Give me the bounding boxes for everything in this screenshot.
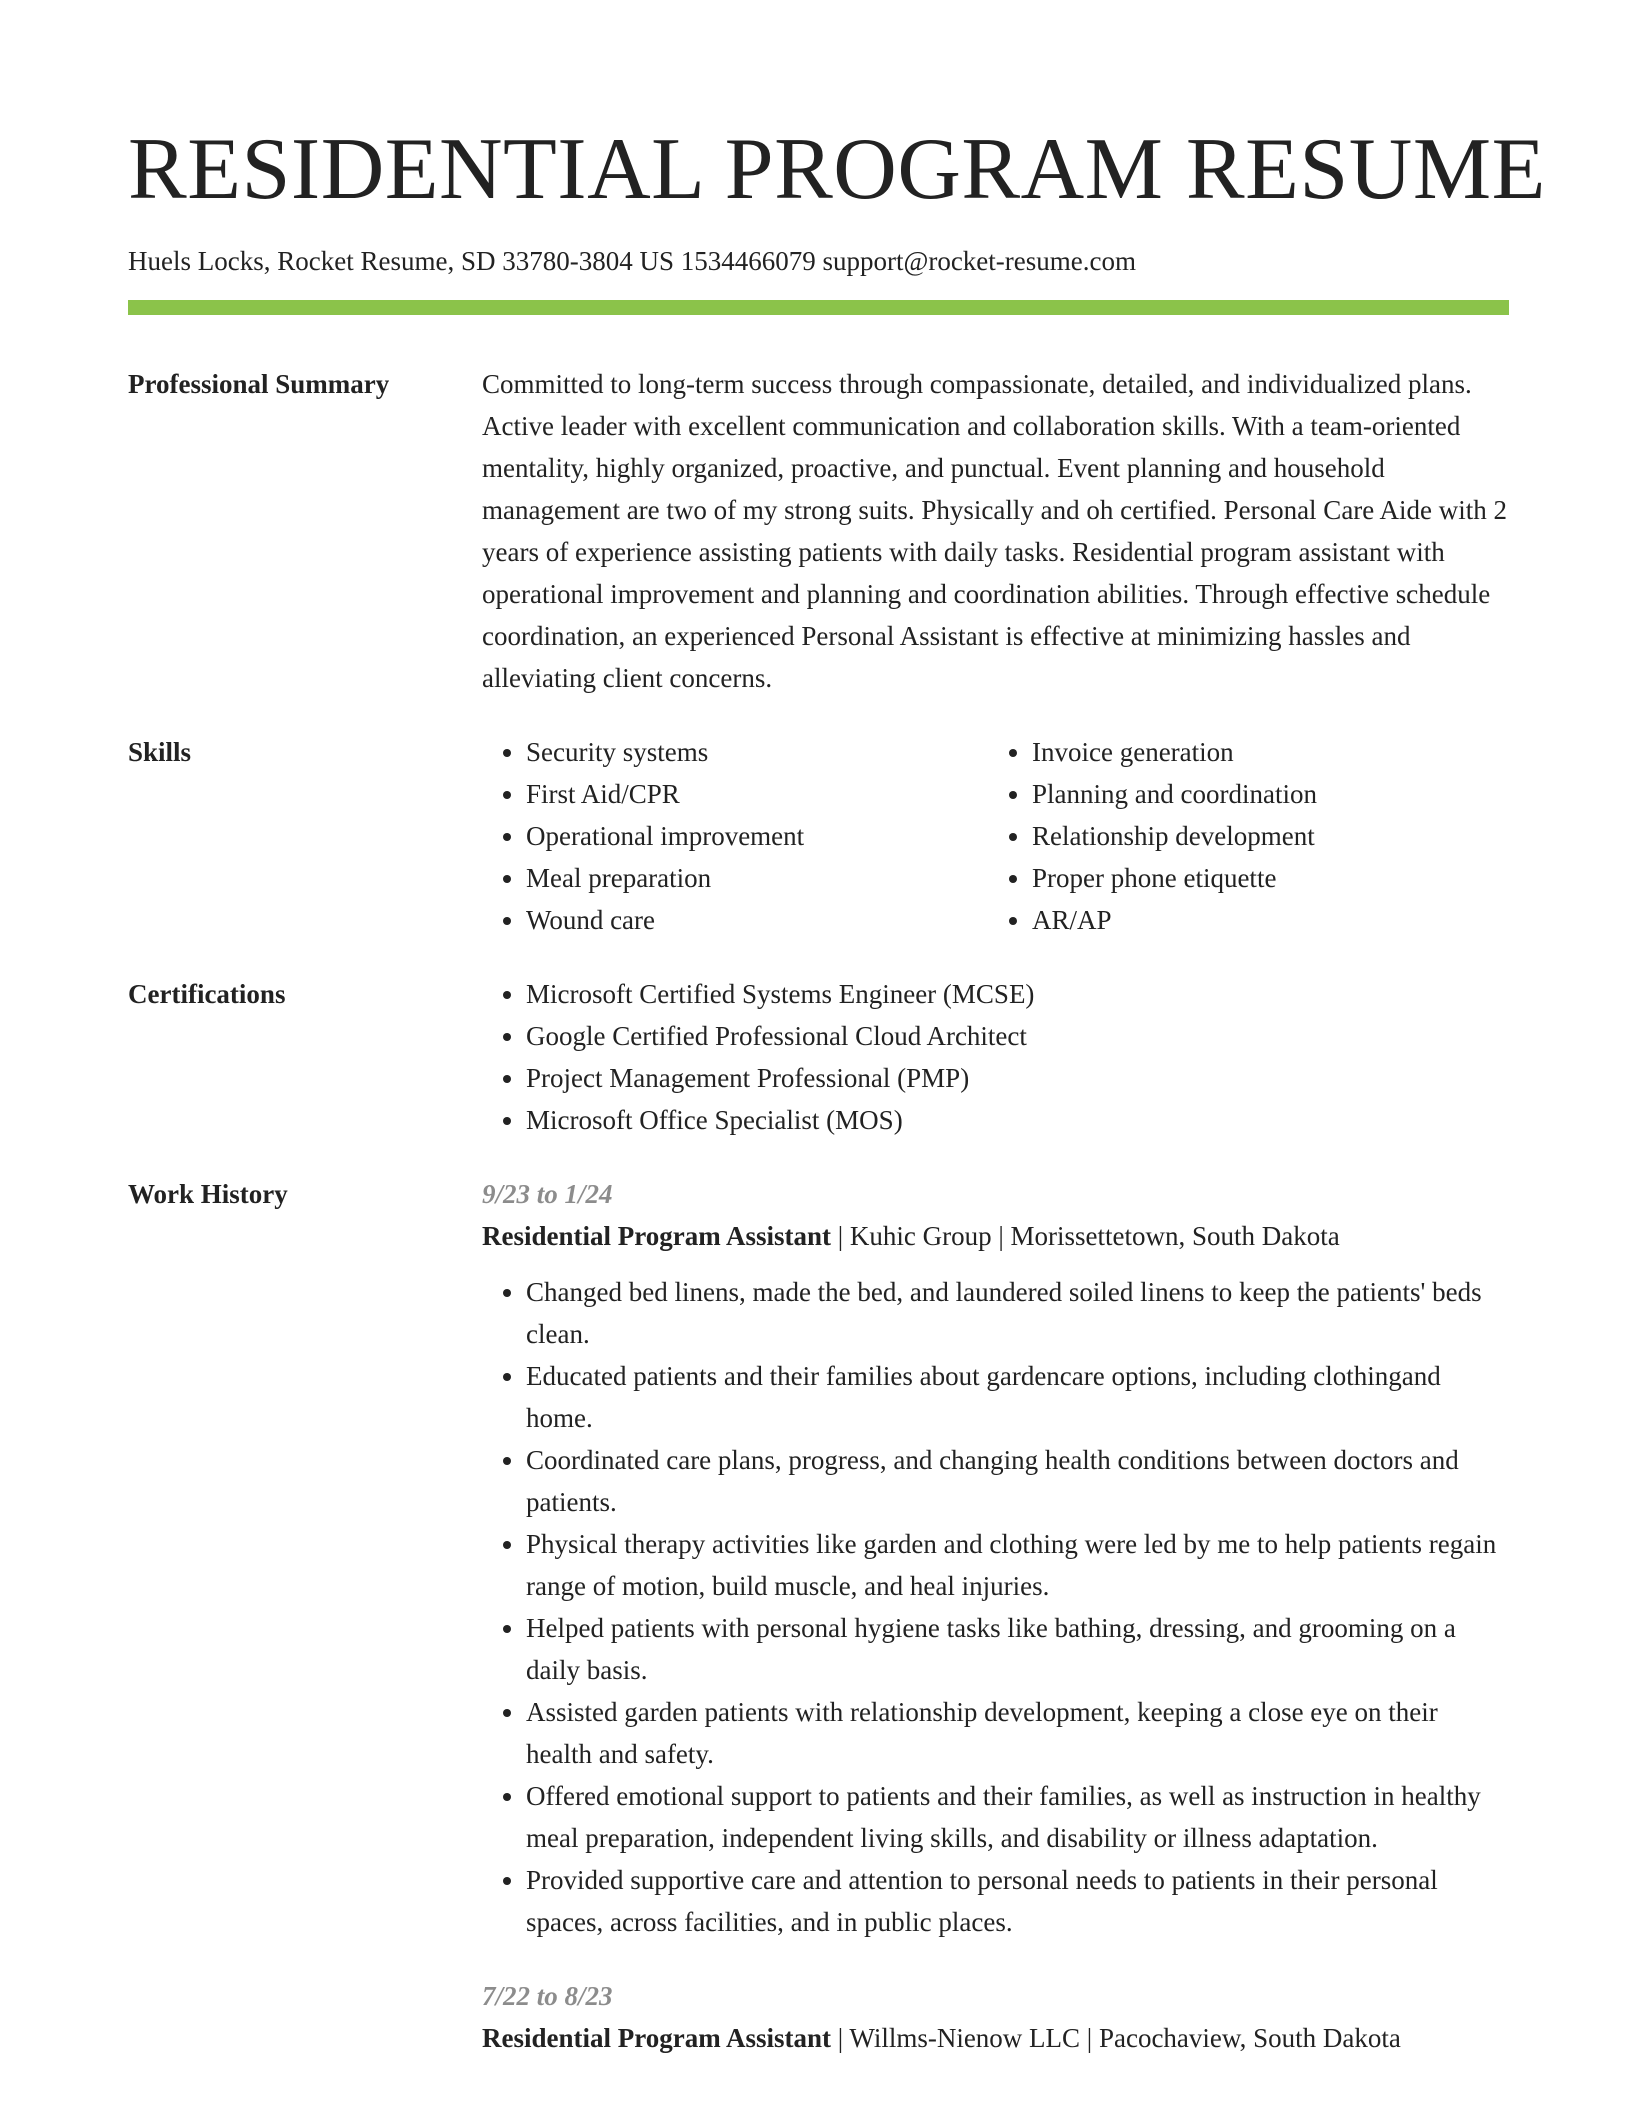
skill-item: • AR/AP (1032, 899, 1553, 941)
skills-list-left (482, 731, 988, 941)
contact-email: support@rocket-resume.com (822, 246, 1136, 276)
certifications-body (482, 973, 1509, 1141)
job-bullet: • Physical therapy activities like garden and clothing were led by me to help patients regain range of motion, build muscle, and heal injuries. (526, 1523, 1509, 1607)
skills-columns (482, 731, 1509, 941)
work-history-body (482, 1173, 1509, 2059)
skill-item: • Wound care (526, 899, 988, 941)
job-title: Residential Program Assistant (482, 1221, 831, 1251)
skill-item: • Proper phone etiquette (1032, 857, 1553, 899)
header-divider (128, 300, 1509, 315)
skill-item: • Operational improvement (526, 815, 988, 857)
job-employer-location: | Kuhic Group | Morissettetown, South Dakota (831, 1221, 1340, 1251)
contact-phone: 1534466079 (680, 246, 816, 276)
resume-title: RESIDENTIAL PROGRAM RESUME (128, 121, 1546, 218)
skill-item: • Meal preparation (526, 857, 988, 899)
job-bullet-list (482, 1271, 1509, 1943)
certification-item: • Microsoft Certified Systems Engineer (MCSE) (526, 973, 1509, 1015)
job-bullet: • Provided supportive care and attention to personal needs to patients in their personal spaces, across facilities, and in public places. (526, 1859, 1509, 1943)
contact-address: Huels Locks, Rocket Resume, SD 33780-3804 US (128, 246, 674, 276)
skill-item: • Invoice generation (1032, 731, 1553, 773)
job-entry (482, 1975, 1509, 2059)
work-history-heading: Work History (128, 1179, 288, 1209)
certification-item: • Microsoft Office Specialist (MOS) (526, 1099, 1509, 1141)
job-dates: 9/23 to 1/24 (482, 1179, 613, 1209)
certifications-heading: Certifications (128, 979, 286, 1009)
job-bullet: • Assisted garden patients with relationship development, keeping a close eye on their health and safety. (526, 1691, 1509, 1775)
skills-heading: Skills (128, 737, 192, 767)
resume-page (128, 0, 1546, 2059)
job-dates: 7/22 to 8/23 (482, 1981, 613, 2011)
skill-item: • Security systems (526, 731, 988, 773)
job-bullet: • Coordinated care plans, progress, and changing health conditions between doctors and patients. (526, 1439, 1509, 1523)
contact-line (128, 244, 1509, 278)
certification-item: • Project Management Professional (PMP) (526, 1057, 1509, 1099)
job-employer-location: | Willms-Nienow LLC | Pacochaview, South Dakota (831, 2023, 1401, 2053)
job-bullet: • Helped patients with personal hygiene tasks like bathing, dressing, and grooming on a daily basis. (526, 1607, 1509, 1691)
summary-heading: Professional Summary (128, 369, 390, 399)
summary-section (128, 363, 1509, 699)
certifications-section (128, 973, 1509, 1141)
job-entry (482, 1173, 1509, 1943)
job-bullet: • Educated patients and their families about gardencare options, including clothingand home. (526, 1355, 1509, 1439)
certifications-list (482, 973, 1509, 1141)
certification-item: • Google Certified Professional Cloud Architect (526, 1015, 1509, 1057)
skill-item: • Planning and coordination (1032, 773, 1553, 815)
skills-section (128, 731, 1509, 941)
work-history-section (128, 1173, 1509, 2059)
job-title: Residential Program Assistant (482, 2023, 831, 2053)
summary-text: Committed to long-term success through compassionate, detailed, and individualized plans. Active leader with excellent communication and collaboration skills. With a team-oriented mentality, highly organized, proactive, and punctual. Event planning and household management are two of my strong suits. Physically and oh certified. Personal Care Aide with 2 years of experience assisting patients with daily tasks. Residential program assistant with operational improvement and planning and coordination abilities. Through effective schedule coordination, an experienced Personal Assistant is effective at minimizing hassles and alleviating client concerns. (482, 369, 1508, 693)
skill-item: • Relationship development (1032, 815, 1553, 857)
job-bullet: • Offered emotional support to patients and their families, as well as instruction in healthy meal preparation, independent living skills, and disability or illness adaptation. (526, 1775, 1509, 1859)
skills-list-right (988, 731, 1553, 941)
job-role-line (482, 1215, 1509, 1257)
job-role-line (482, 2017, 1509, 2059)
job-bullet: • Changed bed linens, made the bed, and laundered soiled linens to keep the patients' beds clean. (526, 1271, 1509, 1355)
skill-item: • First Aid/CPR (526, 773, 988, 815)
